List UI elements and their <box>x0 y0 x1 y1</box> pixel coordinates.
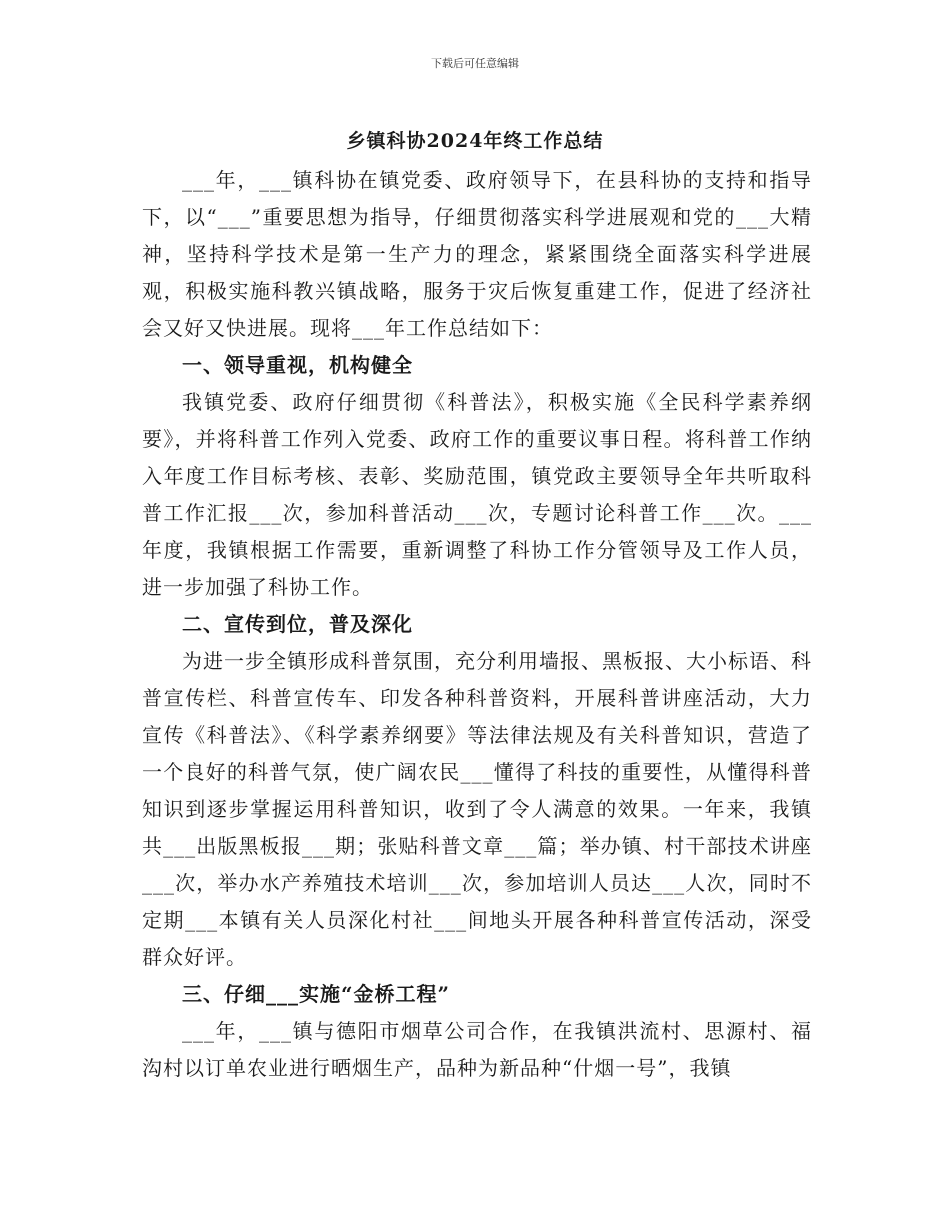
document-body <box>142 162 812 1087</box>
section-heading-3: 三、仔细___实施“金桥工程” <box>182 982 451 1006</box>
section-heading-1: 一、领导重视，机构健全 <box>182 353 413 377</box>
paragraph-section-3: ___年，___镇与德阳市烟草公司合作，在我镇洪流村、思源村、福沟村以订单农业进行晒烟生产，品种为新品种“什烟一号”，我镇 <box>142 1019 812 1080</box>
document-title: 乡镇科协2024年终工作总结 <box>346 130 604 152</box>
paragraph-section-2: 为进一步全镇形成科普氛围，充分利用墙报、黑板报、大小标语、科普宣传栏、科普宣传车、印发各种科普资料，开展科普讲座活动，大力宣传《科普法》、《科学素养纲要》等法律法规及有关科普知识，营造了一个良好的科普气氛，使广阔农民___懂得了科技的重要性，从懂得科普知识到逐步掌握运用科普知识，收到了令人满意的效果。一年来，我镇共___出版黑板报___期；张贴科普文章___篇；举办镇、村干部技术讲座___次，举办水产养殖技术培训___次，参加培训人员达___人次，同时不定期___本镇有关人员深化村社___间地头开展各种科普宣传活动，深受群众好评。 <box>142 649 812 969</box>
paragraph-intro: ___年，___镇科协在镇党委、政府领导下，在县科协的支持和指导下，以“___”重要思想为指导，仔细贯彻落实科学进展观和党的___大精神，坚持科学技术是第一生产力的理念，紧紧围绕全面落实科学进展观，积极实施科教兴镇战略，服务于灾后恢复重建工作，促进了经济社会又好又快进展。现将___年工作总结如下： <box>142 168 812 340</box>
page-header-note: 下载后可任意编辑 <box>431 57 519 70</box>
section-heading-2: 二、宣传到位，普及深化 <box>182 612 413 636</box>
paragraph-section-1: 我镇党委、政府仔细贯彻《科普法》，积极实施《全民科学素养纲要》，并将科普工作列入党委、政府工作的重要议事日程。将科普工作纳入年度工作目标考核、表彰、奖励范围，镇党政主要领导全年共听取科普工作汇报___次，参加科普活动___次，专题讨论科普工作___次。___年度，我镇根据工作需要，重新调整了科协工作分管领导及工作人员，进一步加强了科协工作。 <box>142 390 812 599</box>
